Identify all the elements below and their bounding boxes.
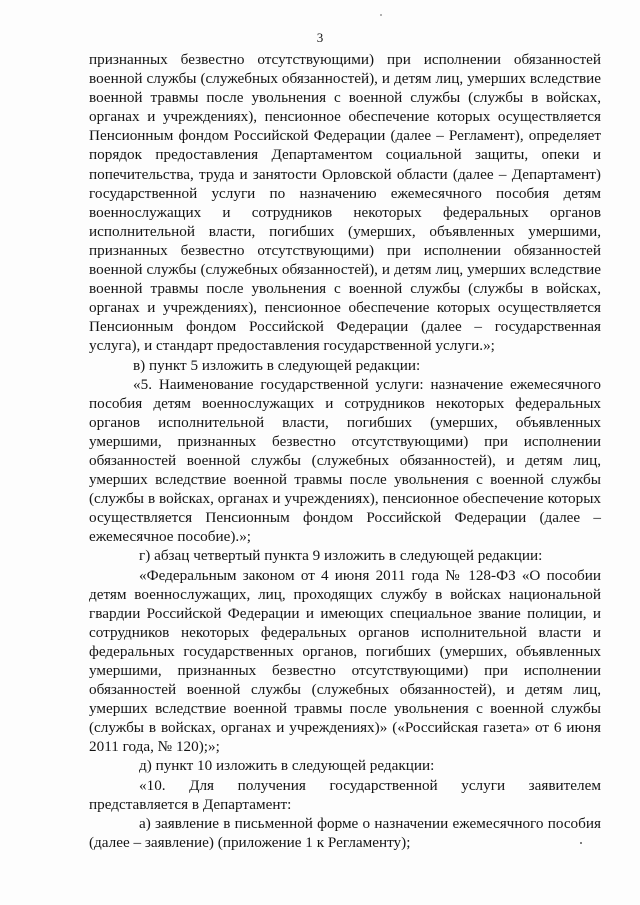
paragraph-point-5: «5. Наименование государственной услуги: назначение ежемесячного пособия детям военнослужащих и сотрудников некоторых федеральных органов исполнительной власти, погибших (умерших, объявленных умершими, признанных безвестно отсутствующими) при исполнении обязанностей военной службы (служебных обязанностей), и детям лиц, умерших вследствие военной травмы после увольнения с военной службы (службы в войсках, органах и учреждениях), пенсионное обеспечение которых осуществляется Пенсионным фондом Российской Федерации (далее – ежемесячное пособие).»;: [89, 375, 601, 546]
paragraph-regulation-continuation: признанных безвестно отсутствующими) при исполнении обязанностей военной службы (служебных обязанностей), и детям лиц, умерших вследствие военной травмы после увольнения с военной службы (службы в войсках, органах и учреждениях), пенсионное обеспечение которых осуществляется Пенсионным фондом Российской Федерации (далее – Регламент), определяет порядок предоставления Департаментом социальной защиты, опеки и попечительства, труда и занятости Орловской области (далее – Департамент) государственной услуги по назначению ежемесячного пособия детям военнослужащих и сотрудников некоторых федеральных органов исполнительной власти, погибших (умерших, объявленных умершими, признанных безвестно отсутствующими) при исполнении обязанностей военной службы (служебных обязанностей), и детям лиц, умерших вследствие военной травмы после увольнения с военной службы (службы в войсках, органах и учреждениях), пенсионное обеспечение которых осуществляется Пенсионным фондом Российской Федерации (далее – государственная услуга), и стандарт предоставления государственной услуги.»;: [89, 51, 601, 355]
paragraph-item-a: а) заявление в письменной форме о назначении ежемесячного пособия (далее – заявление) (приложение 1 к Регламенту);: [89, 814, 601, 851]
scan-speck: [380, 14, 382, 16]
paragraph-item-g: г) абзац четвертый пункта 9 изложить в следующей редакции:: [139, 547, 543, 565]
paragraph-item-d: д) пункт 10 изложить в следующей редакции:: [139, 757, 435, 775]
point-10-word: заявителем: [528, 776, 601, 794]
paragraph-point-10-tail: представляется в Департамент:: [89, 795, 292, 813]
scan-speck: [580, 842, 582, 844]
point-10-word: «10.: [139, 776, 166, 794]
point-10-word: государственной: [329, 776, 438, 794]
document-body: [89, 50, 601, 852]
paragraph-item-v: в) пункт 5 изложить в следующей редакции:: [133, 356, 421, 374]
paragraph-point-10-line: [89, 776, 601, 795]
point-10-word: Для: [189, 776, 215, 794]
page-number: 3: [316, 30, 324, 45]
paragraph-federal-law: «Федеральным законом от 4 июня 2011 года № 128-ФЗ «О пособии детям военнослужащих, лиц, проходящих службу в войсках национальной гвардии Российской Федерации и имеющих специальное звание полиции, и сотрудников некоторых федеральных органов исполнительной власти и федеральных государственных органов, погибших (умерших, объявленных умершими, признанных безвестно отсутствующими) при исполнении обязанностей военной службы (служебных обязанностей), и детям лиц, умерших вследствие военной травмы после увольнения с военной службы (службы в войсках, органах и учреждениях)» («Российская газета» от 6 июня 2011 года, № 120);»;: [89, 566, 601, 756]
point-10-word: услуги: [461, 776, 506, 794]
point-10-word: получения: [237, 776, 306, 794]
